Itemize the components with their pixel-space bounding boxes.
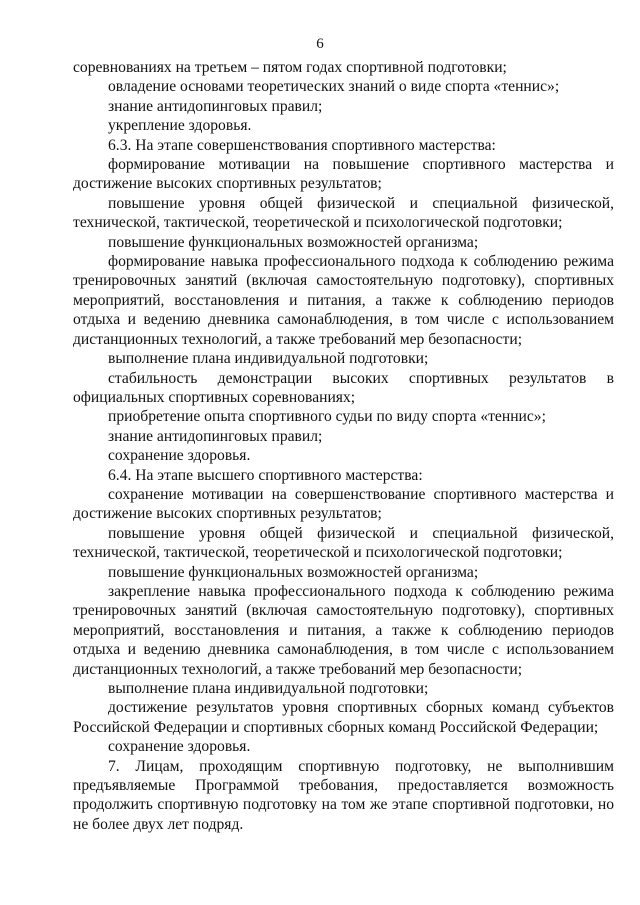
section-heading: 6.4. На этапе высшего спортивного мастерства: [108, 466, 423, 484]
page-number: 6 [316, 36, 324, 52]
list-item: сохранение здоровья. [108, 447, 251, 465]
list-item: повышение функциональных возможностей организма; [108, 233, 479, 251]
list-item: повышение уровня общей физической и специальной физической, технической, тактической, теоретической и психологической подготовки; [73, 524, 614, 562]
list-item: стабильность демонстрации высоких спортивных результатов в официальных спортивных соревнованиях; [73, 369, 614, 406]
list-item: выполнение плана индивидуальной подготовки; [108, 680, 429, 697]
section-paragraph: 7. Лицам, проходящим спортивную подготовку, не выполнившим предъявляемые Программой требования, предоставляется возможность продолжить спортивную подготовку на том же этапе спортивной подготовки, но не более двух лет подряд. [73, 757, 614, 833]
list-item: приобретение опыта спортивного судьи по виду спорта «теннис»; [108, 408, 546, 426]
list-item: знание антидопинговых правил; [108, 427, 323, 445]
list-item: достижение результатов уровня спортивных сборных команд субъектов Российской Федерации и спортивных сборных команд Российской Федерации; [73, 699, 614, 736]
list-item: выполнение плана индивидуальной подготовки; [108, 350, 429, 368]
document-body [73, 58, 614, 834]
list-item: повышение уровня общей физической и специальной физической, технической, тактической, теоретической и психологической подготовки; [73, 194, 614, 232]
list-item: формирование мотивации на повышение спортивного мастерства и достижение высоких спортивных результатов; [73, 156, 614, 193]
section-heading: 6.3. На этапе совершенствования спортивного мастерства: [108, 136, 496, 154]
list-item: укрепление здоровья. [108, 117, 252, 135]
list-item: сохранение здоровья. [108, 738, 251, 756]
list-item: повышение функциональных возможностей организма; [108, 563, 479, 581]
list-item: формирование навыка профессионального подхода к соблюдению режима тренировочных занятий (включая самостоятельную подготовку), спортивных мероприятий, восстановления и питания, а также к соблюдению периодов отдыха и ведению дневника самонаблюдения, в том числе с использованием дистанционных технологий, а также требований мер безопасности; [73, 253, 614, 348]
list-item: знание антидопинговых правил; [108, 97, 323, 115]
list-item: закрепление навыка профессионального подхода к соблюдению режима тренировочных занятий (включая самостоятельную подготовку), спортивных мероприятий, восстановления и питания, а также к соблюдению периодов отдыха и ведению дневника самонаблюдения, в том числе с использованием дистанционных технологий, а также требований мер безопасности; [73, 582, 614, 678]
list-item: сохранение мотивации на совершенствование спортивного мастерства и достижение высоких спортивных результатов; [73, 485, 614, 523]
list-item: овладение основами теоретических знаний о виде спорта «теннис»; [108, 78, 560, 96]
paragraph: соревнованиях на третьем – пятом годах спортивной подготовки; [73, 59, 507, 76]
